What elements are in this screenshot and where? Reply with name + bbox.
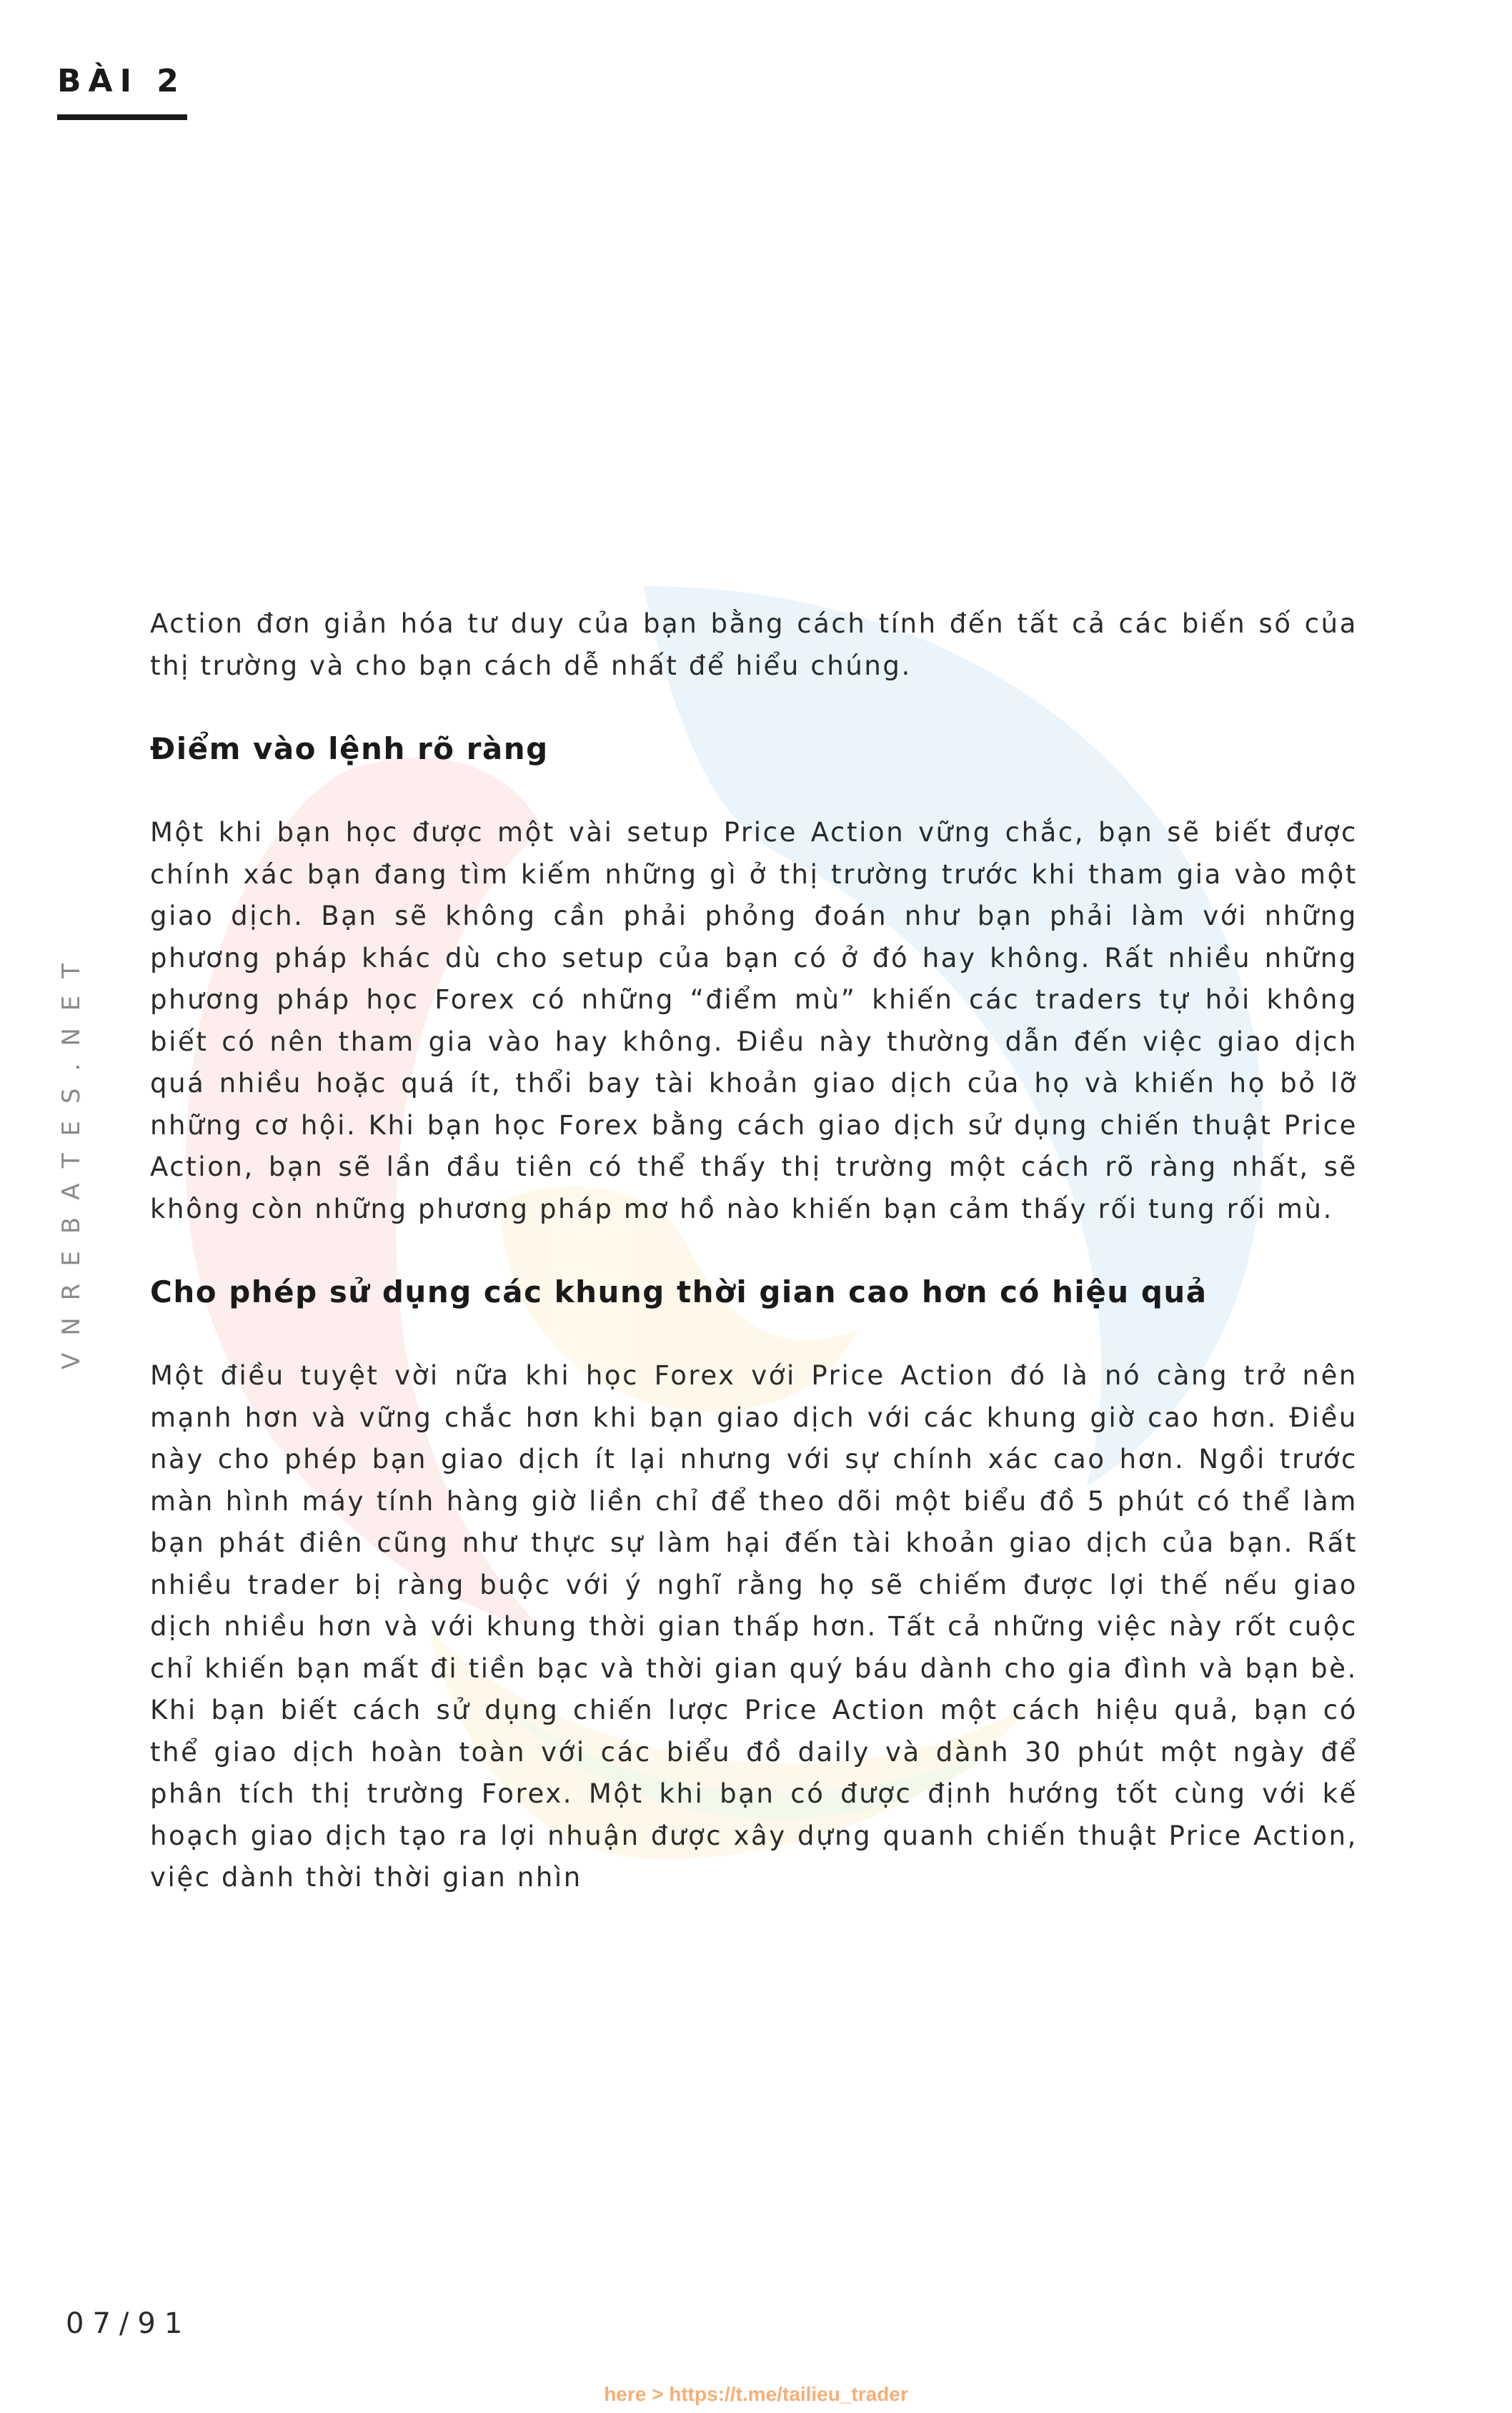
site-side-label: VNREBATES.NET xyxy=(57,946,86,1370)
section-heading-timeframe: Cho phép sử dụng các khung thời gian cao hơn có hiệu quả xyxy=(150,1274,1208,1309)
intro-paragraph: Action đơn giản hóa tư duy của bạn bằng cách tính đến tất cả các biến số của thị trường và cho bạn cách dễ nhất để hiểu chúng. xyxy=(150,608,1358,681)
page-number: 07/91 xyxy=(66,2307,192,2340)
main-content xyxy=(150,603,1358,1899)
entry-paragraph: Một khi bạn học được một vài setup Price Action vững chắc, bạn sẽ biết được chính xác bạn đang tìm kiếm những gì ở thị trường trước khi tham gia vào một giao dịch. Bạn sẽ không cần phải phỏng đoán như bạn phải làm với những phương pháp khác dù cho setup của bạn có ở đó hay không. Rất nhiều những phương pháp học Forex có những “điểm mù” khiến các traders tự hỏi không biết có nên tham gia vào hay không. Điều này thường dẫn đến việc giao dịch quá nhiều hoặc quá ít, thổi bay tài khoản giao dịch của họ và khiến họ bỏ lỡ những cơ hội. Khi bạn học Forex bằng cách giao dịch sử dụng chiến thuật Price Action, bạn sẽ lần đầu tiên có thể thấy thị trường một cách rõ ràng nhất, sẽ không còn những phương pháp mơ hồ nào khiến bạn cảm thấy rối tung rối mù. xyxy=(150,817,1358,1224)
lesson-underline xyxy=(57,114,187,120)
footer-link[interactable]: here > https://t.me/tailieu_trader xyxy=(604,2383,908,2405)
timeframe-paragraph: Một điều tuyệt vời nữa khi học Forex với Price Action đó là nó càng trở nên mạnh hơn và vững chắc hơn khi bạn giao dịch với các khung giờ cao hơn. Điều này cho phép bạn giao dịch ít lại nhưng với sự chính xác cao hơn. Ngồi trước màn hình máy tính hàng giờ liền chỉ để theo dõi một biểu đồ 5 phút có thể làm bạn phát điên cũng như thực sự làm hại đến tài khoản giao dịch của bạn. Rất nhiều trader bị ràng buộc với ý nghĩ rằng họ sẽ chiếm được lợi thế nếu giao dịch nhiều hơn và với khung thời gian thấp hơn. Tất cả những việc này rốt cuộc chỉ khiến bạn mất đi tiền bạc và thời gian quý báu dành cho gia đình và bạn bè. Khi bạn biết cách sử dụng chiến lược Price Action một cách hiệu quả, bạn có thể giao dịch hoàn toàn với các biểu đồ daily và dành 30 phút một ngày để phân tích thị trường Forex. Một khi bạn có được định hướng tốt cùng với kế hoạch giao dịch tạo ra lợi nhuận được xây dựng quanh chiến thuật Price Action, việc dành thời thời gian nhìn xyxy=(150,1360,1358,1893)
lesson-label: BÀI 2 xyxy=(57,63,186,99)
section-heading-entry: Điểm vào lệnh rõ ràng xyxy=(150,731,549,766)
